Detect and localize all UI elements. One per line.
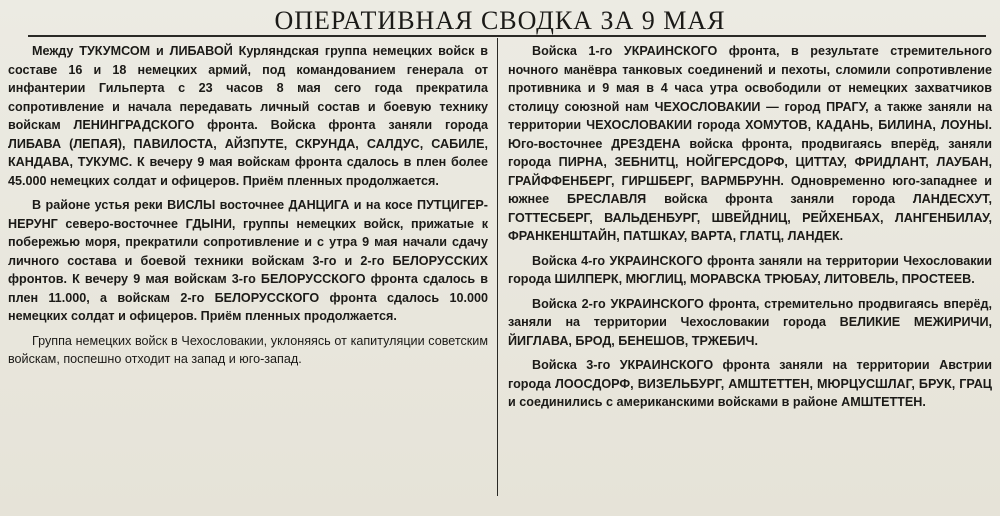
right-paragraph-4: Войска 3-го УКРАИНСКОГО фронта заняли на территории Австрии города ЛООСДОРФ, ВИЗЕЛЬБУРГ, АМШТЕТТЕН, МЮРЦУСШЛАГ, БРУК, ГРАЦ и соединились с американскими войсками в районе АМШТЕТТЕН.	[508, 358, 992, 409]
left-paragraph-2: В районе устья реки ВИСЛЫ восточнее ДАНЦИГА и на косе ПУТЦИГЕР-НЕРУНГ северо-восточнее ГДЫНИ, группы немецких войск, прижатые к побережью моря, прекратили сопротивление и с утра 9 мая начали сдачу личного состава и боевой техники войскам 3-го и 2-го БЕЛОРУССКИХ фронтов. К вечеру 9 мая войскам 3-го БЕЛОРУССКОГО фронта сдалось в плен 11.000, а войскам 2-го БЕЛОРУССКОГО фронта сдалось 10.000 немецких солдат и офицеров. Приём пленных продолжается.	[8, 198, 488, 323]
title-rule	[28, 35, 986, 37]
right-column	[508, 42, 992, 412]
right-paragraph-3: Войска 2-го УКРАИНСКОГО фронта, стремительно продвигаясь вперёд, заняли на территории Чехословакии города ВЕЛИКИЕ МЕЖИРИЧИ, ЙИГЛАВА, БРОД, БЕНЕШОВ, ТРЖЕБИЧ.	[508, 296, 992, 348]
right-paragraph-2: Войска 4-го УКРАИНСКОГО фронта заняли на территории Чехословакии города ШИЛПЕРК, МЮГЛИЦ, МОРАВСКА ТРЮБАУ, ЛИТОВЕЛЬ, ПРОСТЕЕВ.	[508, 253, 992, 286]
column-divider	[497, 38, 498, 496]
left-paragraph-1: Между ТУКУМСОМ и ЛИБАВОЙ Курляндская группа немецких войск в составе 16 и 18 немецких армий, под командованием генерала от инфантерии Гильперта с 23 часов 8 мая сего года прекратила сопротивление и начала передавать личный состав и боевую технику войскам ЛЕНИНГРАДСКОГО фронта. Войска фронта заняли города ЛИБАВА (ЛЕПАЯ), ПАВИЛОСТА, АЙЗПУТЕ, СКРУНДА, САЛДУС, САБИЛЕ, КАНДАВА, ТУКУМС. К вечеру 9 мая войскам фронта сдалось в плен более 45.000 немецких солдат и офицеров. Приём пленных продолжается.	[8, 44, 488, 188]
left-paragraph-3: Группа немецких войск в Чехословакии, уклоняясь от капитуляции советским войскам, поспешно отходит на запад и юго-запад.	[8, 333, 488, 366]
left-column	[8, 42, 488, 369]
page-title: ОПЕРАТИВНАЯ СВОДКА ЗА 9 МАЯ	[274, 6, 726, 35]
right-paragraph-1: Войска 1-го УКРАИНСКОГО фронта, в результате стремительного ночного манёвра танковых соединений и пехоты, сломили сопротивление противника и 9 мая в 4 часа утра освободили от немецких захватчиков столицу союзной нам ЧЕХОСЛОВАКИИ — город ПРАГУ, а также заняли на территории ЧЕХОСЛОВАКИИ города ХОМУТОВ, КАДАНЬ, БИЛИНА, ЛОУНЫ. Юго-восточнее ДРЕЗДЕНА войска фронта, продвигаясь вперёд, заняли города ПИРНА, ЗЕБНИТЦ, НОЙГЕРСДОРФ, ЦИТТАУ, ФРИДЛАНТ, ЛАУБАН, ГРАЙФФЕНБЕРГ, ГИРШБЕРГ, ВАРМБРУНН. Одновременно юго-западнее и южнее БРЕСЛАВЛЯ войска фронта заняли города ЛАНДЕСХУТ, ГОТТЕСБЕРГ, ВАЛЬДЕНБУРГ, ШВЕЙДНИЦ, РЕЙХЕНБАХ, ЛАНГЕНБИЛАУ, ФРАНКЕНШТАЙН, ПАТШКАУ, ВАРТА, ГЛАТЦ, ЛАНДЕК.	[508, 44, 992, 243]
